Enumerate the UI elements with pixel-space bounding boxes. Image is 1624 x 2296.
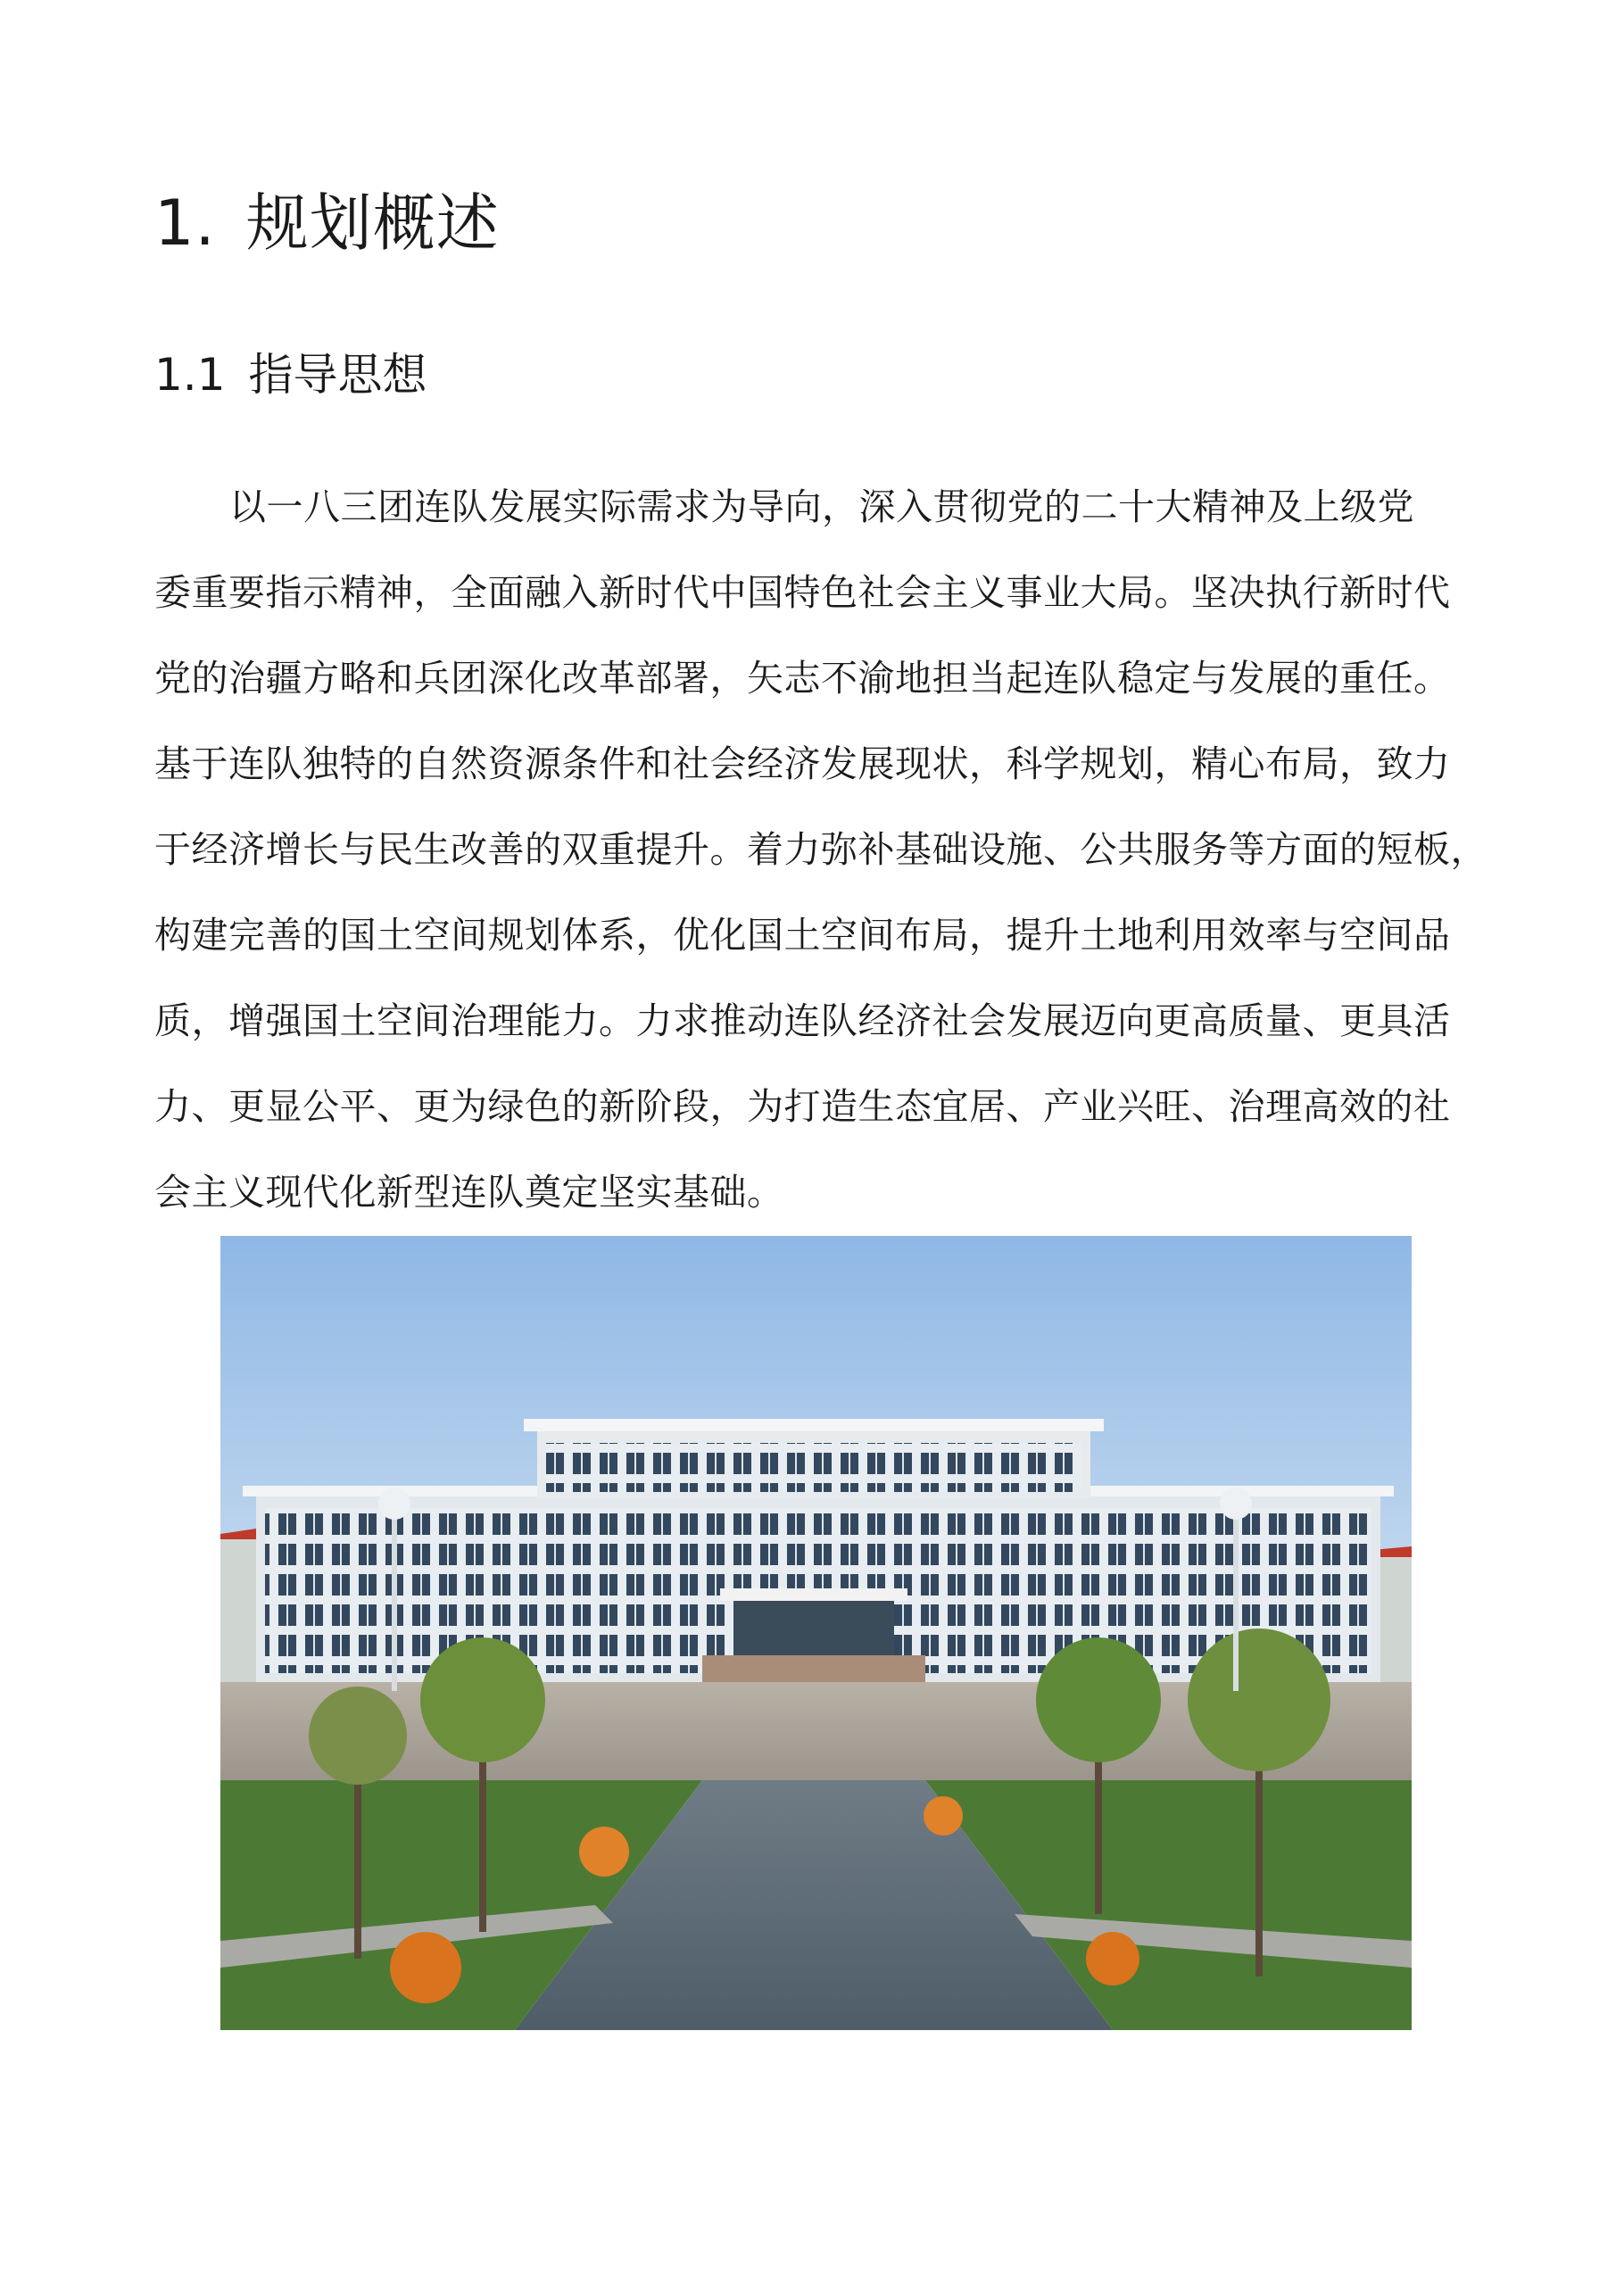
paragraph-line: 会主义现代化新型连队奠定坚实基础。 bbox=[154, 1171, 784, 1214]
body-paragraph bbox=[154, 464, 1493, 1235]
paragraph-line: 构建完善的国土空间规划体系，优化国土空间布局，提升土地利用效率与空间品 bbox=[154, 914, 1451, 957]
subsection-heading bbox=[154, 344, 427, 406]
section-title: 规划概述 bbox=[245, 186, 500, 260]
subsection-title: 指导思想 bbox=[248, 349, 427, 401]
paragraph-line: 委重要指示精神，全面融入新时代中国特色社会主义事业大局。坚决执行新时代 bbox=[154, 571, 1451, 614]
paragraph-line: 基于连队独特的自然资源条件和社会经济发展现状，科学规划，精心布局，致力 bbox=[154, 742, 1451, 785]
subsection-number: 1.1 bbox=[154, 349, 226, 401]
section-number: 1. bbox=[154, 186, 216, 260]
paragraph-line: 党的治疆方略和兵团深化改革部署，矢志不渝地担当起连队稳定与发展的重任。 bbox=[154, 657, 1451, 700]
paragraph-line: 质，增强国土空间治理能力。力求推动连队经济社会发展迈向更高质量、更具活 bbox=[154, 999, 1451, 1042]
section-heading bbox=[154, 183, 500, 263]
paragraph-line: 力、更显公平、更为绿色的新阶段，为打造生态宜居、产业兴旺、治理高效的社 bbox=[154, 1085, 1451, 1128]
paragraph-line: 于经济增长与民生改善的双重提升。着力弥补基础设施、公共服务等方面的短板， bbox=[154, 828, 1487, 871]
paragraph-line: 以一八三团连队发展实际需求为导向，深入贯彻党的二十大精神及上级党 bbox=[229, 485, 1414, 528]
building-photo bbox=[220, 1236, 1412, 2030]
